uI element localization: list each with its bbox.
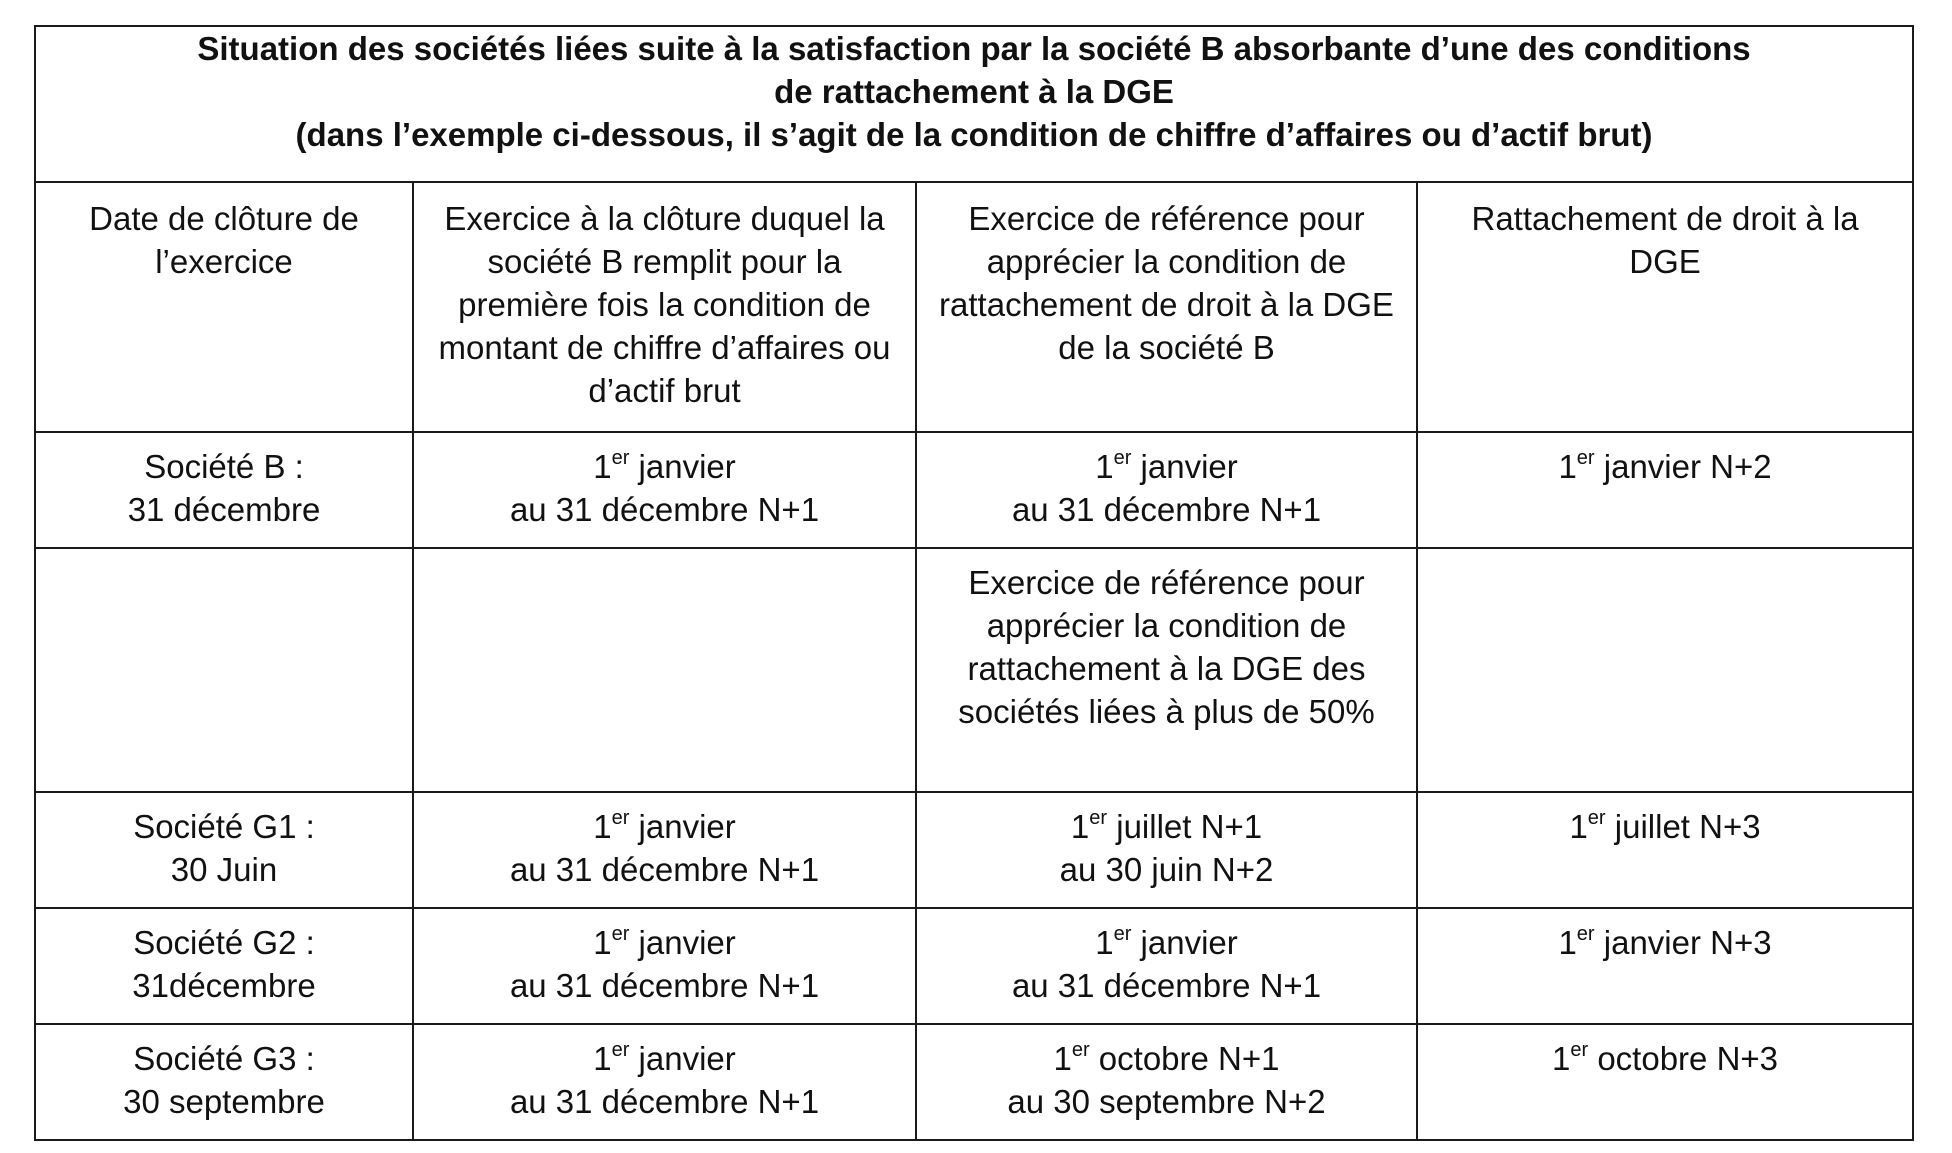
ordinal-suffix: er <box>1576 923 1595 945</box>
period-end: au 31 décembre N+1 <box>509 851 820 888</box>
cell-closing-date <box>35 1024 413 1140</box>
company-name: Société G3 : <box>133 1040 315 1077</box>
cell-dge-attachment <box>1417 1024 1913 1140</box>
table-row-reference-note <box>35 548 1913 792</box>
ordinal-suffix: er <box>611 807 630 829</box>
header-row <box>35 182 1913 432</box>
ordinal-number: 1 <box>1558 924 1577 961</box>
period-start: janvier <box>1131 448 1238 485</box>
period-end: au 30 septembre N+2 <box>1007 1083 1326 1120</box>
ordinal-suffix: er <box>1576 447 1595 469</box>
attachment-date: octobre N+3 <box>1588 1040 1779 1077</box>
period-start: janvier <box>629 1040 736 1077</box>
ordinal-number: 1 <box>593 448 612 485</box>
ordinal-number: 1 <box>593 808 612 845</box>
attachment-date: juillet N+3 <box>1605 808 1761 845</box>
closing-date: 30 Juin <box>170 851 278 888</box>
ordinal-number: 1 <box>1569 808 1588 845</box>
cell-empty <box>1417 548 1913 792</box>
attachment-date: janvier N+2 <box>1594 448 1772 485</box>
table-title <box>35 26 1913 182</box>
title-line-2: de rattachement à la DGE <box>774 73 1174 110</box>
closing-date: 31décembre <box>132 967 316 1004</box>
period-end: au 31 décembre N+1 <box>509 967 820 1004</box>
ordinal-suffix: er <box>1587 807 1606 829</box>
ordinal-number: 1 <box>1095 448 1114 485</box>
cell-closing-date <box>35 432 413 548</box>
cell-first-fiscal-year <box>413 1024 916 1140</box>
period-start: janvier <box>629 808 736 845</box>
cell-dge-attachment <box>1417 432 1913 548</box>
ordinal-number: 1 <box>1552 1040 1571 1077</box>
cell-empty <box>413 548 916 792</box>
closing-date: 30 septembre <box>123 1083 325 1120</box>
cell-closing-date <box>35 792 413 908</box>
cell-first-fiscal-year <box>413 908 916 1024</box>
cell-reference-year <box>916 432 1417 548</box>
ordinal-suffix: er <box>1113 447 1132 469</box>
period-end: au 31 décembre N+1 <box>1011 491 1322 528</box>
ordinal-number: 1 <box>593 1040 612 1077</box>
period-start: juillet N+1 <box>1107 808 1263 845</box>
period-start: janvier <box>629 924 736 961</box>
table-row-societe-b <box>35 432 1913 548</box>
cell-closing-date <box>35 908 413 1024</box>
period-end: au 30 juin N+2 <box>1059 851 1274 888</box>
title-line-3: (dans l’exemple ci-dessous, il s’agit de la condition de chiffre d’affaires ou d’actif brut) <box>295 116 1653 153</box>
ordinal-suffix: er <box>611 1039 630 1061</box>
cell-reference-year <box>916 1024 1417 1140</box>
title-row <box>35 26 1913 182</box>
title-line-1: Situation des sociétés liées suite à la satisfaction par la société B absorbante d’une des conditions <box>197 30 1751 67</box>
period-start: janvier <box>1131 924 1238 961</box>
ordinal-suffix: er <box>1089 807 1108 829</box>
closing-date: 31 décembre <box>127 491 321 528</box>
cell-first-fiscal-year <box>413 432 916 548</box>
dge-situation-table <box>34 25 1914 1141</box>
header-dge-attachment: Rattachement de droit à la DGE <box>1417 182 1913 432</box>
cell-dge-attachment <box>1417 908 1913 1024</box>
ordinal-number: 1 <box>593 924 612 961</box>
cell-reference-year <box>916 908 1417 1024</box>
ordinal-suffix: er <box>1113 923 1132 945</box>
ordinal-suffix: er <box>611 447 630 469</box>
ordinal-number: 1 <box>1070 808 1090 845</box>
ordinal-suffix: er <box>611 923 630 945</box>
cell-reference-year <box>916 792 1417 908</box>
cell-dge-attachment <box>1417 792 1913 908</box>
ordinal-number: 1 <box>1053 1040 1072 1077</box>
ordinal-number: 1 <box>1095 924 1114 961</box>
document-page <box>34 25 1912 1141</box>
company-name: Société B : <box>144 448 304 485</box>
period-end: au 31 décembre N+1 <box>509 491 820 528</box>
header-closing-date: Date de clôture de l’exercice <box>35 182 413 432</box>
table-row-societe-g3 <box>35 1024 1913 1140</box>
company-name: Société G1 : <box>133 808 315 845</box>
cell-reference-note: Exercice de référence pour apprécier la condition de rattachement à la DGE des sociétés liées à plus de 50% <box>916 548 1417 792</box>
header-first-fiscal-year: Exercice à la clôture duquel la société B remplit pour la première fois la condition de montant de chiffre d’affaires ou d’actif brut <box>413 182 916 432</box>
ordinal-number: 1 <box>1558 448 1577 485</box>
table-row-societe-g1 <box>35 792 1913 908</box>
period-start: octobre N+1 <box>1089 1040 1280 1077</box>
company-name: Société G2 : <box>133 924 315 961</box>
ordinal-suffix: er <box>1570 1039 1589 1061</box>
period-start: janvier <box>629 448 736 485</box>
period-end: au 31 décembre N+1 <box>509 1083 820 1120</box>
cell-first-fiscal-year <box>413 792 916 908</box>
table-row-societe-g2 <box>35 908 1913 1024</box>
cell-empty <box>35 548 413 792</box>
attachment-date: janvier N+3 <box>1594 924 1772 961</box>
header-reference-year-b: Exercice de référence pour apprécier la condition de rattachement de droit à la DGE de la société B <box>916 182 1417 432</box>
period-end: au 31 décembre N+1 <box>1011 967 1322 1004</box>
ordinal-suffix: er <box>1071 1039 1090 1061</box>
